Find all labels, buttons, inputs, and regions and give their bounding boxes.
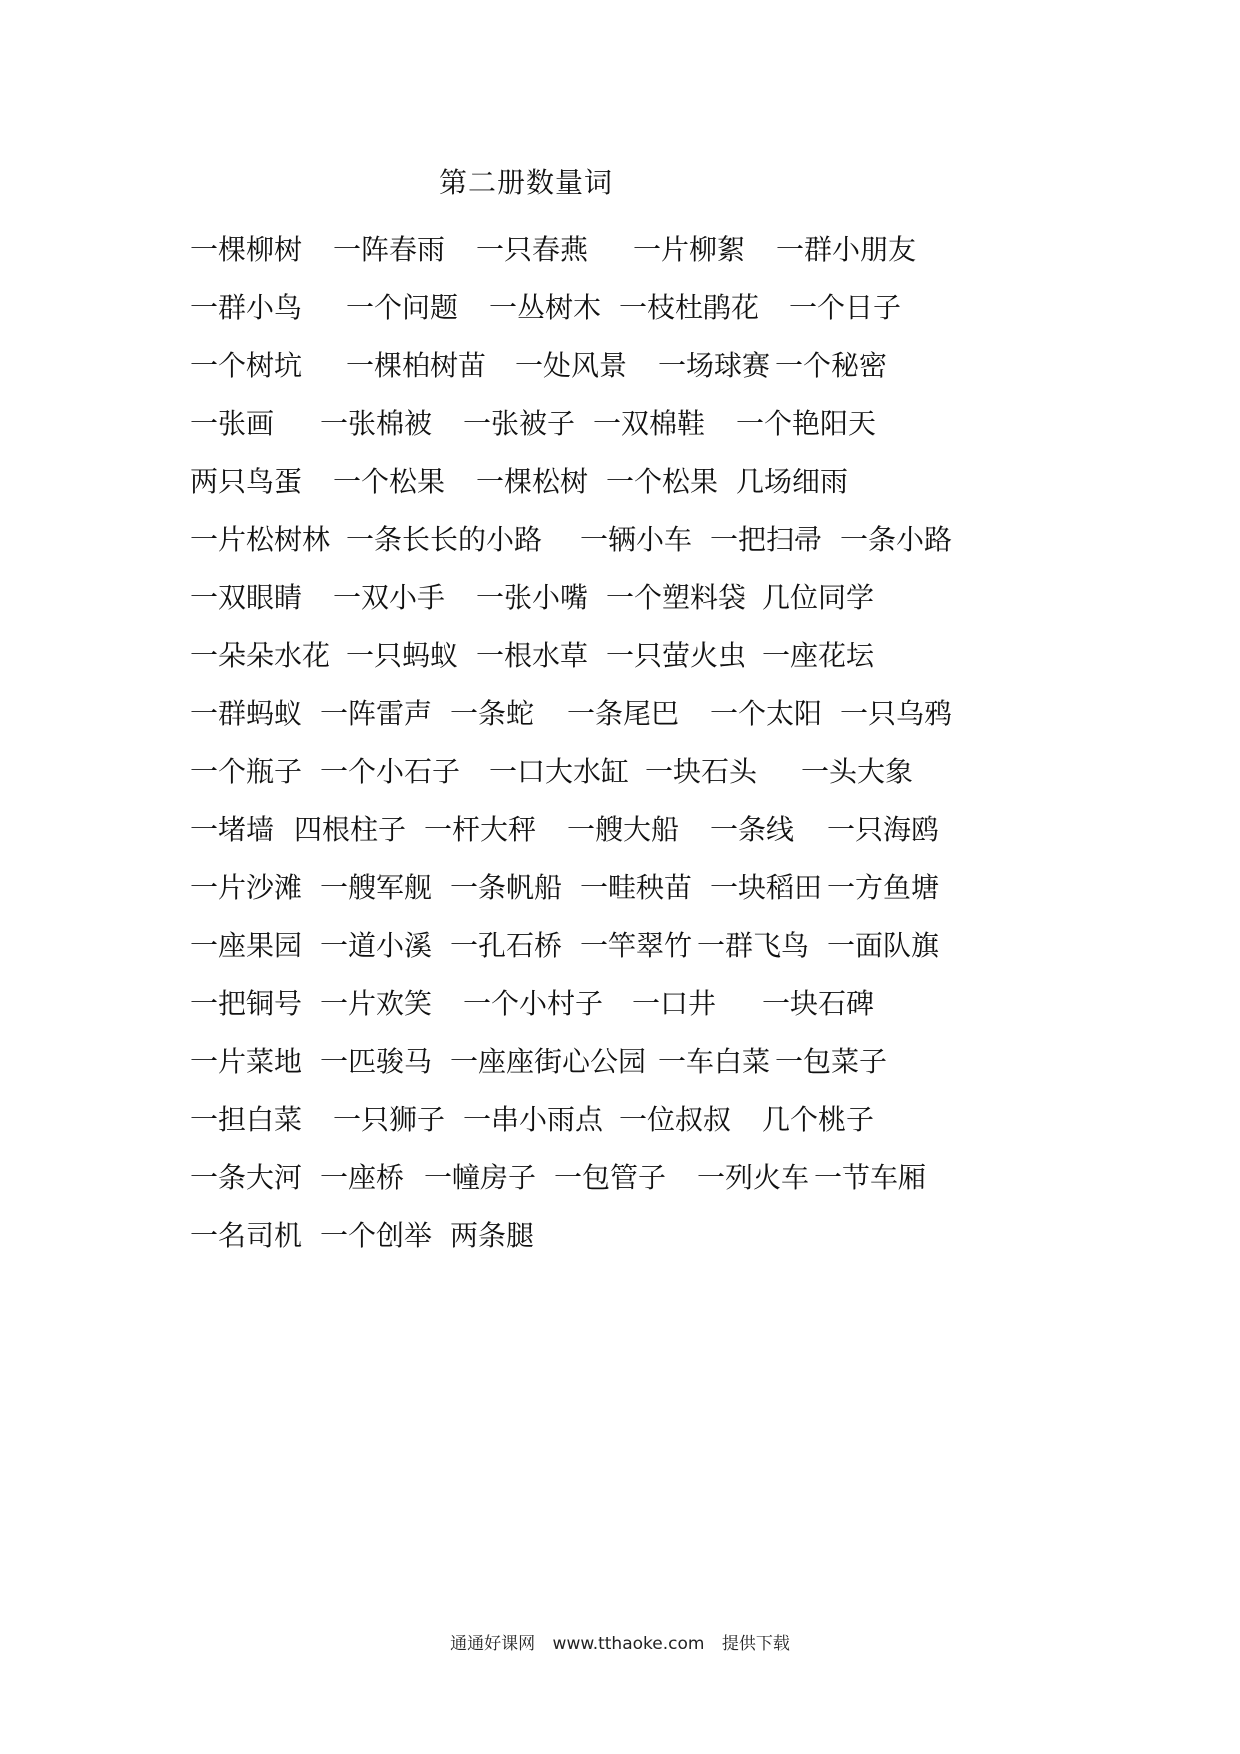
measure-word-phrase: 一头大象	[801, 755, 914, 788]
measure-word-phrase: 一条小路	[840, 523, 953, 556]
measure-word-phrase: 一道小溪	[320, 929, 433, 962]
measure-word-phrase: 几个桃子	[762, 1103, 875, 1136]
measure-word-phrase: 一群蚂蚁	[190, 697, 303, 730]
measure-word-phrase: 一枝杜鹃花	[619, 291, 760, 324]
measure-word-phrase: 一块石碑	[762, 987, 875, 1020]
measure-word-phrase: 一个问题	[346, 291, 459, 324]
measure-word-phrase: 一只蚂蚁	[346, 639, 459, 672]
footer-url[interactable]: www.tthaoke.com	[552, 1634, 705, 1654]
measure-word-phrase: 一个瓶子	[190, 755, 303, 788]
measure-word-phrase: 一车白菜	[658, 1045, 771, 1078]
measure-word-phrase: 一个创举	[320, 1219, 433, 1252]
measure-word-phrase: 一畦秧苗	[580, 871, 693, 904]
measure-word-phrase: 一条帆船	[450, 871, 563, 904]
measure-word-phrase: 一条尾巴	[567, 697, 680, 730]
measure-word-phrase: 一片沙滩	[190, 871, 303, 904]
measure-word-phrase: 一个树坑	[190, 349, 303, 382]
measure-word-phrase: 一座座街心公园	[450, 1045, 647, 1078]
measure-word-phrase: 一座桥	[320, 1161, 405, 1194]
measure-word-phrase: 一座果园	[190, 929, 303, 962]
page-title-text: 第二册数量词	[439, 166, 614, 199]
measure-word-phrase: 两只鸟蛋	[190, 465, 303, 498]
measure-word-phrase: 一名司机	[190, 1219, 303, 1252]
measure-word-phrase: 一群小鸟	[190, 291, 303, 324]
measure-word-phrase: 四根柱子	[294, 813, 407, 846]
measure-word-phrase: 一群小朋友	[776, 233, 917, 266]
measure-word-phrase: 一双小手	[333, 581, 446, 614]
measure-word-phrase: 一包菜子	[775, 1045, 888, 1078]
measure-word-phrase: 一张画	[190, 407, 275, 440]
measure-word-phrase: 一个艳阳天	[736, 407, 877, 440]
measure-word-phrase: 一棵松树	[476, 465, 589, 498]
measure-word-phrase: 一把铜号	[190, 987, 303, 1020]
measure-word-phrase: 一条大河	[190, 1161, 303, 1194]
measure-word-phrase: 一只乌鸦	[840, 697, 953, 730]
measure-word-phrase: 两条腿	[450, 1219, 535, 1252]
measure-word-phrase: 一个小村子	[463, 987, 604, 1020]
measure-word-phrase: 一个塑料袋	[606, 581, 747, 614]
measure-word-phrase: 一场球赛	[658, 349, 771, 382]
measure-word-phrase: 一个日子	[789, 291, 902, 324]
measure-word-phrase: 几位同学	[762, 581, 875, 614]
measure-word-phrase: 一孔石桥	[450, 929, 563, 962]
measure-word-phrase: 一片菜地	[190, 1045, 303, 1078]
measure-word-phrase: 一只狮子	[333, 1103, 446, 1136]
measure-word-phrase: 一列火车	[697, 1161, 810, 1194]
measure-word-phrase: 一个太阳	[710, 697, 823, 730]
measure-word-phrase: 一个松果	[606, 465, 719, 498]
measure-word-phrase: 一辆小车	[580, 523, 693, 556]
measure-word-phrase: 一面队旗	[827, 929, 940, 962]
measure-word-phrase: 一堵墙	[190, 813, 275, 846]
measure-word-phrase: 几场细雨	[736, 465, 849, 498]
measure-word-phrase: 一双棉鞋	[593, 407, 706, 440]
measure-word-phrase: 一只萤火虫	[606, 639, 747, 672]
measure-word-phrase: 一杆大秤	[424, 813, 537, 846]
measure-word-phrase: 一口大水缸	[489, 755, 630, 788]
measure-word-phrase: 一条线	[710, 813, 795, 846]
measure-word-phrase: 一艘军舰	[320, 871, 433, 904]
measure-word-phrase: 一个秘密	[775, 349, 888, 382]
measure-word-phrase: 一把扫帚	[710, 523, 823, 556]
measure-word-phrase: 一艘大船	[567, 813, 680, 846]
measure-word-phrase: 一阵春雨	[333, 233, 446, 266]
measure-word-phrase: 一块稻田	[710, 871, 823, 904]
measure-word-phrase: 一张小嘴	[476, 581, 589, 614]
measure-word-phrase: 一张被子	[463, 407, 576, 440]
measure-word-phrase: 一阵雷声	[320, 697, 433, 730]
measure-word-phrase: 一位叔叔	[619, 1103, 732, 1136]
measure-word-phrase: 一块石头	[645, 755, 758, 788]
measure-word-phrase: 一包管子	[554, 1161, 667, 1194]
measure-word-phrase: 一口井	[632, 987, 717, 1020]
measure-word-phrase: 一片柳絮	[633, 233, 746, 266]
page-footer	[0, 1632, 1240, 1656]
measure-word-phrase: 一朵朵水花	[190, 639, 331, 672]
measure-word-phrase: 一串小雨点	[463, 1103, 604, 1136]
measure-word-phrase: 一个小石子	[320, 755, 461, 788]
measure-word-phrase: 一根水草	[476, 639, 589, 672]
footer-site-name: 通通好课网	[450, 1634, 536, 1654]
measure-word-phrase: 一只春燕	[476, 233, 589, 266]
measure-word-phrase: 一张棉被	[320, 407, 433, 440]
measure-word-phrase: 一竿翠竹	[580, 929, 693, 962]
measure-word-phrase: 一双眼睛	[190, 581, 303, 614]
measure-word-phrase: 一个松果	[333, 465, 446, 498]
measure-word-phrase: 一匹骏马	[320, 1045, 433, 1078]
measure-word-phrase: 一条长长的小路	[346, 523, 543, 556]
measure-word-phrase: 一片欢笑	[320, 987, 433, 1020]
measure-word-phrase: 一片松树林	[190, 523, 331, 556]
measure-word-phrase: 一棵柏树苗	[346, 349, 487, 382]
measure-word-phrase: 一座花坛	[762, 639, 875, 672]
measure-word-phrase: 一担白菜	[190, 1103, 303, 1136]
measure-word-phrase: 一只海鸥	[827, 813, 940, 846]
measure-word-phrase: 一群飞鸟	[697, 929, 810, 962]
measure-word-phrase: 一方鱼塘	[827, 871, 940, 904]
footer-note: 提供下载	[721, 1634, 790, 1654]
measure-word-phrase: 一棵柳树	[190, 233, 303, 266]
measure-word-phrase: 一丛树木	[489, 291, 602, 324]
measure-word-phrase: 一幢房子	[424, 1161, 537, 1194]
measure-word-phrase: 一节车厢	[814, 1161, 927, 1194]
measure-word-phrase: 一处风景	[515, 349, 628, 382]
measure-word-phrase: 一条蛇	[450, 697, 535, 730]
